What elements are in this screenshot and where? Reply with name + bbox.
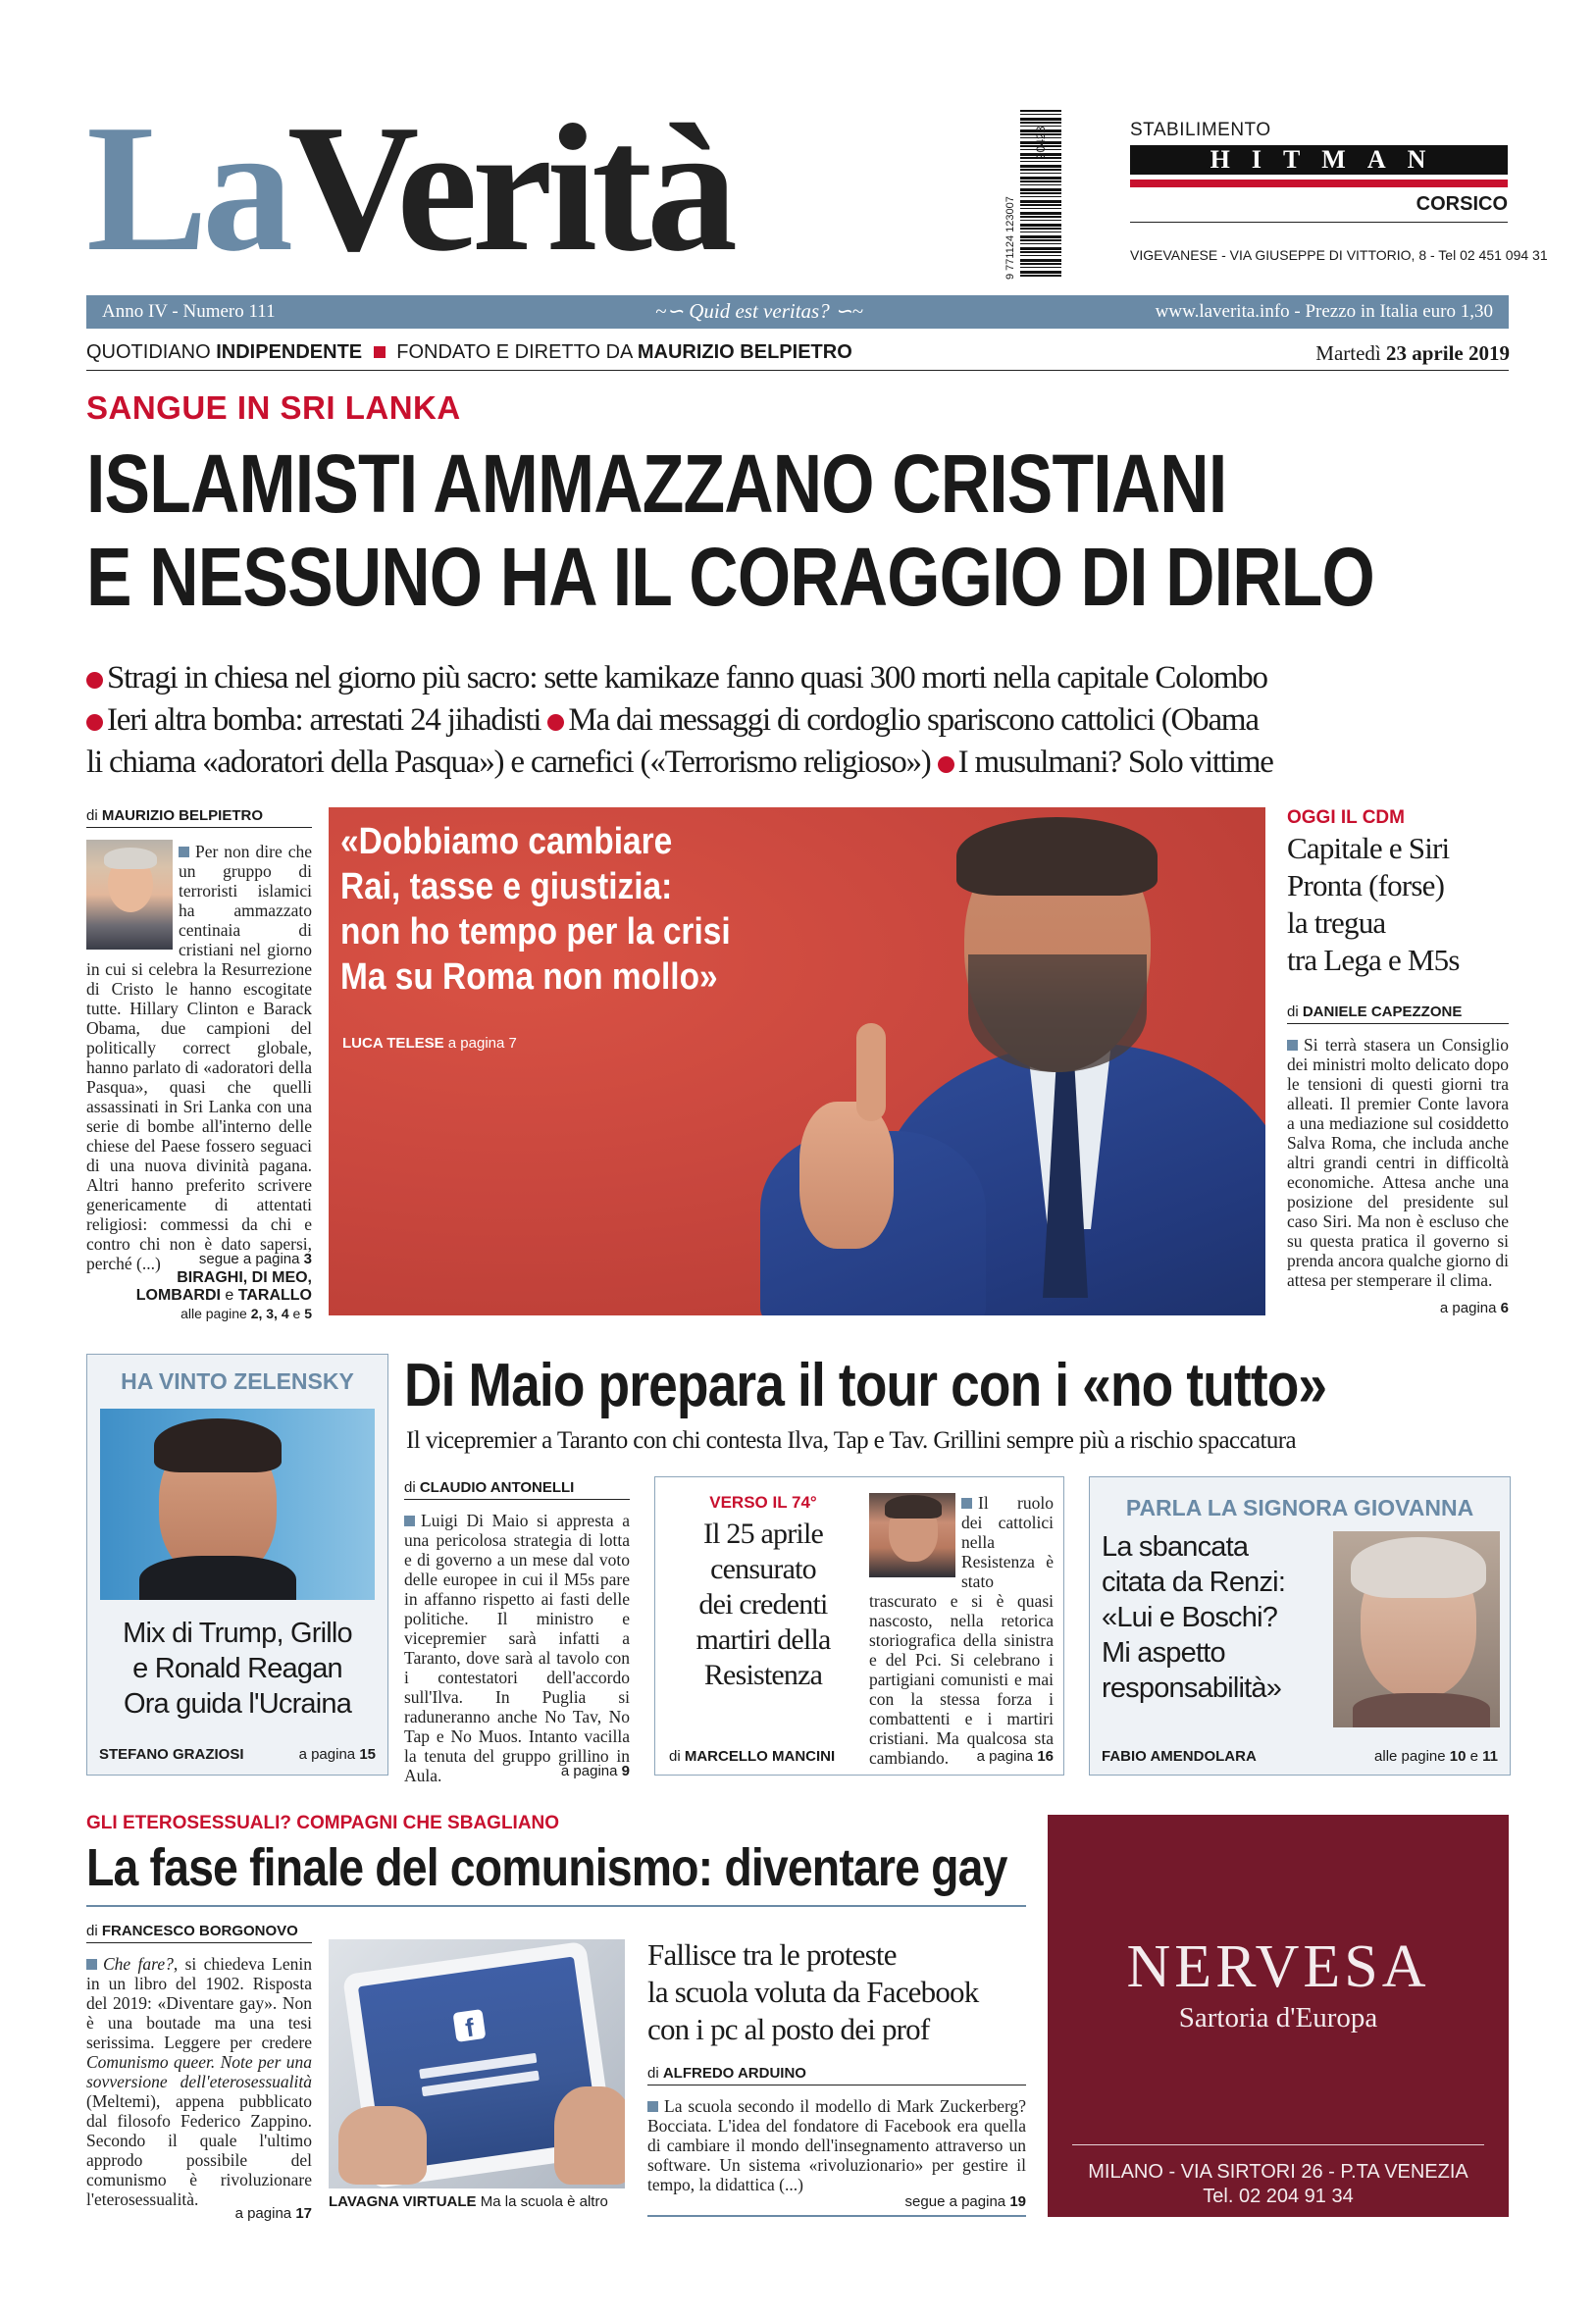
editorial-text: Per non dire che un gruppo di terroristi islamici ha ammazzato centinaia di cristiani nel giorno in cui si celebra la Resurrezione di Cristo le hanno escogitate tutte. Hillary Clinton e Barack Obama, due campioni del politically correct globale, hanno parlato di «adoratori della Pasqua», quasi che quelli assassinati in Sri Lanka con una serie di bombe all'interno delle chiese del Paese fossero seguaci di una nuova divinità pagana. Altri hanno preferito scrivere genericamente di attentati religiosi: commessi da chi e contro chi non è dato sapersi, perché (...) [86,842,312,1273]
others-line-1: BIRAGHI, DI MEO, [177,1269,312,1286]
tagline-fondato: FONDATO E DIRETTO DA [390,341,638,363]
masthead [0,0,1596,373]
motto-text: Quid est veritas? [689,299,830,323]
bullet-dot-icon [86,672,103,689]
printer-red-bar [1130,180,1508,187]
gay-headline: La fase finale del comunismo: diventare gay [86,1838,1007,1897]
subhead-3a: li chiama «adoratori della Pasqua») e carnefici («Terrorismo religioso») [86,745,931,780]
cdm-title [1287,830,1513,979]
lead-headline [86,439,1519,636]
zelensky-title [87,1616,387,1722]
subhead-2b: Ma dai messaggi di cordoglio spariscono cattolici (Obama [568,702,1259,738]
giovanna-box [1089,1476,1511,1776]
lead-subheads [86,657,1519,784]
caption-kicker: LAVAGNA VIRTUALE [329,2193,477,2210]
dimaio-sub: Il vicepremier a Taranto con chi contesta Ilva, Tap e Tav. Grillini sempre più a rischio spaccatura [406,1427,1296,1454]
dimaio-text: Luigi Di Maio si appresta a una pericolosa strategia di lotta e di governo a un mese dal voto delle europee in cui il M5s pare in affanno rispetto ai fasti delle politiche. Il ministro e vicepremier sarà infatti a Taranto, dove sarà al tavolo con i contestatori dell'accordo sull'Ilva. In Puglia si raduneranno anche No Tav, No Tap e No Muos. Intanto vacilla la tenuta del gruppo grillino in Aula. [404,1511,630,1785]
facebook-logo-icon: f [453,2009,487,2042]
flourish-left-icon: ~∽ [655,299,690,323]
square-bullet-icon [647,2101,658,2112]
gay-rule-blue [86,1905,1026,1907]
giovanna-photo [1333,1531,1500,1727]
zelensky-box [86,1354,388,1776]
liberazione-kicker: VERSO IL 74° [709,1493,817,1512]
tablet-photo [329,1939,625,2188]
liberazione-text: Il ruolo dei cattolici nella Resistenza è stato trascurato e si è quasi nascosto, nella retorica storiografica della sinistra e del Pci. Si celebrano i partigiani comunisti e mai con la stessa forza i combattenti e i martiri cristiani. Ma qualcosa sta cambiando. [869,1493,1054,1768]
cdm-page: a pagina 6 [1439,1300,1509,1316]
zelensky-title-3: Ora guida l'Ucraina [123,1688,352,1720]
editorial-rule [86,827,312,828]
logo-verita: Verità [287,87,733,289]
giovanna-page: alle pagine 10 e 11 [1374,1748,1498,1765]
zelensky-title-2: e Ronald Reagan [132,1653,342,1684]
barcode-digits: 90423 [1034,126,1048,159]
dimaio-headline: Di Maio prepara il tour con i «no tutto» [404,1352,1327,1419]
square-bullet-icon [961,1498,972,1509]
quote-line-3: non ho tempo per la crisi [340,911,731,953]
subhead-line-1 [86,657,1519,699]
caption-text: Ma la scuola è altro [476,2193,608,2210]
flourish-right-icon: ∽~ [829,299,863,323]
photo-wrap-spacer [869,1493,961,1579]
ad-brand: NERVESA [1126,1933,1430,2000]
dimaio-author: CLAUDIO ANTONELLI [419,1479,575,1496]
printer-city: CORSICO [1416,193,1508,215]
issue-number: Anno IV - Numero 111 [102,301,276,322]
barcode-number: 9 771124 123007 [1004,196,1016,280]
follow-page: 3 [303,1251,312,1267]
tagline-quotidiano: QUOTIDIANO [86,341,217,363]
facebook-bottom-rule [647,2215,1026,2217]
bullet-dot-icon [86,714,103,731]
facebook-title: Fallisce tra le proteste la scuola voluta da Facebook con i pc al posto dei prof [647,1937,979,2046]
motto [655,299,863,324]
bullet-dot-icon [938,756,954,773]
zelensky-author: STEFANO GRAZIOSI [99,1746,244,1763]
date-day: Martedì [1315,341,1386,365]
liberazione-byline: di MARCELLO MANCINI [669,1748,836,1765]
salvini-feature [329,807,1265,1315]
cdm-title-2: Pronta (forse) [1287,868,1445,902]
facebook-text: La scuola secondo il modello di Mark Zuckerberg? Bocciata. L'idea del fondatore di Facebook era quella di cambiare il mondo dell'insegnamento attraverso un software. Un sistema «rivoluzionario» per gestire il tempo, la didattica (...) [647,2096,1026,2194]
ad-phone: Tel. 02 204 91 34 [1203,2186,1354,2207]
headline-line-1: ISLAMISTI AMMAZZANO CRISTIANI [86,439,1227,530]
logo [86,87,733,289]
gay-author: FRANCESCO BORGONOVO [101,1923,298,1939]
liberazione-body [869,1493,1054,1768]
liberazione-box [654,1476,1064,1776]
tagline-rule [86,370,1509,371]
credit-author: LUCA TELESE [342,1035,444,1052]
cdm-title-4: tra Lega e M5s [1287,943,1460,977]
quote-line-1: «Dobbiamo cambiare [340,821,673,862]
bullet-dot-icon [547,714,564,731]
cdm-rule [1287,1023,1509,1024]
headline-line-2: E NESSUNO HA IL CORAGGIO DI DIRLO [86,531,1374,623]
giovanna-title: La sbancata citata da Renzi: «Lui e Boschi? Mi aspetto responsabilità» [1102,1531,1286,1704]
credit-page: a pagina 7 [443,1035,517,1052]
cdm-author: DANIELE CAPEZZONE [1302,1004,1463,1020]
date [1315,341,1510,366]
giovanna-author: FABIO AMENDOLARA [1102,1748,1257,1765]
square-bullet-icon [404,1516,415,1526]
printer-address: VIGEVANESE - VIA GIUSEPPE DI VITTORIO, 8 - Tel 02 451 094 31 [1130,247,1548,263]
subhead-1: Stragi in chiesa nel giorno più sacro: sette kamikaze fanno quasi 300 morti nella capitale Colombo [107,660,1267,695]
logo-la: La [86,87,288,289]
editorial-follow [86,1251,312,1267]
others-line-2: LOMBARDI e TARALLO [135,1287,312,1304]
subhead-2a: Ieri altra bomba: arrestati 24 jihadisti [107,702,541,738]
subhead-line-2 [86,699,1519,742]
gay-kicker: GLI ETEROSESSUALI? COMPAGNI CHE SBAGLIANO [86,1813,560,1833]
byline-author: MAURIZIO BELPIETRO [101,807,264,824]
subhead-3b: I musulmani? Solo vittime [957,745,1273,780]
printer-label: STABILIMENTO [1130,120,1271,140]
nervesa-ad [1048,1815,1509,2217]
dimaio-rule [404,1499,630,1500]
printer-logo [1130,145,1508,175]
facebook-byline: di ALFREDO ARDUINO [647,2065,806,2082]
square-bullet-icon [86,1959,97,1970]
dimaio-byline: di CLAUDIO ANTONELLI [404,1479,575,1496]
salvini-quote [340,819,784,1000]
gay-body: Che fare?, si chiedeva Lenin in un libro del 1902. Risposta del 2019: «Diventare gay». Non è una boutade ma una tesi serissima. Leggere per credere Comunismo queer. Note per una sovversione dell'eterosessualità (Meltemi), appena pubblicato dal filosofo Federico Zappino. Secondo il quale l'ultimo approdo possibile del comunismo è rivoluzionare l'eterosessualità. [86,1954,312,2209]
cdm-byline: di DANIELE CAPEZZONE [1287,1004,1463,1020]
dimaio-body [404,1511,630,1785]
printer-divider [1130,222,1508,223]
tagline-director: MAURIZIO BELPIETRO [637,341,852,363]
liberazione-title: Il 25 aprile censurato dei credenti martiri della Resistenza [695,1518,831,1691]
dimaio-headline-wrap [404,1352,1513,1420]
facebook-body [647,2096,1026,2194]
gay-page: a pagina 17 [234,2205,312,2222]
zelensky-photo [100,1409,375,1600]
editorial-others [86,1269,312,1322]
giovanna-kicker: PARLA LA SIGNORA GIOVANNA [1125,1495,1474,1520]
follow-label: segue a pagina [198,1251,304,1267]
ad-tagline: Sartoria d'Europa [1178,2002,1378,2034]
photo-wrap-spacer [86,842,179,953]
gay-byline: di FRANCESCO BORGONOVO [86,1923,298,1939]
subhead-line-3 [86,742,1519,784]
gay-rule [86,1942,312,1943]
tagline [86,341,852,364]
tablet-caption [329,2193,608,2210]
byline-di: di [86,807,102,824]
facebook-follow: segue a pagina 19 [904,2193,1026,2210]
date-full: 23 aprile 2019 [1386,341,1510,365]
quote-line-4: Ma su Roma non mollo» [340,956,718,998]
lead-kicker: SANGUE IN SRI LANKA [86,389,461,426]
cdm-title-1: Capitale e Siri [1287,831,1450,865]
ad-divider [1072,2144,1484,2145]
ad-address: MILANO - VIA SIRTORI 26 - P.TA VENEZIA [1088,2161,1468,2183]
liberazione-page: a pagina 16 [976,1748,1054,1765]
zelensky-title-1: Mix di Trump, Grillo [123,1618,352,1649]
cdm-body [1287,1035,1509,1290]
facebook-author: ALFREDO ARDUINO [662,2065,806,2082]
site-price: www.laverita.info - Prezzo in Italia euro 1,30 [1155,301,1493,322]
masthead-bar [86,295,1509,329]
editorial-body [86,842,312,1273]
dimaio-page: a pagina 9 [560,1763,630,1779]
salvini-credit [342,1035,517,1052]
cdm-text: Si terrà stasera un Consiglio dei ministri molto delicato dopo le tensioni di questi giorni tra alleati. Il premier Conte lavora a una mediazione sul cosiddetto Salva Roma, che includa anche altri grandi centri in difficoltà economiche. Attesa anche una posizione del presidente sul caso Siri. Ma non è escluso che su questa pratica il governo si prenda ancora qualche giorno di attesa per stemperare il clima. [1287,1035,1509,1290]
zelensky-kicker: HA VINTO ZELENSKY [121,1368,354,1394]
gay-headline-wrap [86,1838,1028,1899]
square-bullet-icon [1287,1040,1298,1051]
square-bullet-icon [179,847,189,857]
tagline-indipendente: INDIPENDENTE [216,341,363,363]
editorial-byline [86,807,312,824]
liberazione-author: MARCELLO MANCINI [684,1748,836,1765]
cdm-title-3: la tregua [1287,905,1386,940]
square-bullet-icon [374,346,386,358]
cdm-kicker: OGGI IL CDM [1287,807,1405,828]
quote-line-2: Rai, tasse e giustizia: [340,866,673,907]
printer-name: HITMAN [1210,145,1448,174]
zelensky-page: a pagina 15 [298,1746,376,1763]
others-line-3: alle pagine 2, 3, 4 e 5 [180,1306,312,1321]
